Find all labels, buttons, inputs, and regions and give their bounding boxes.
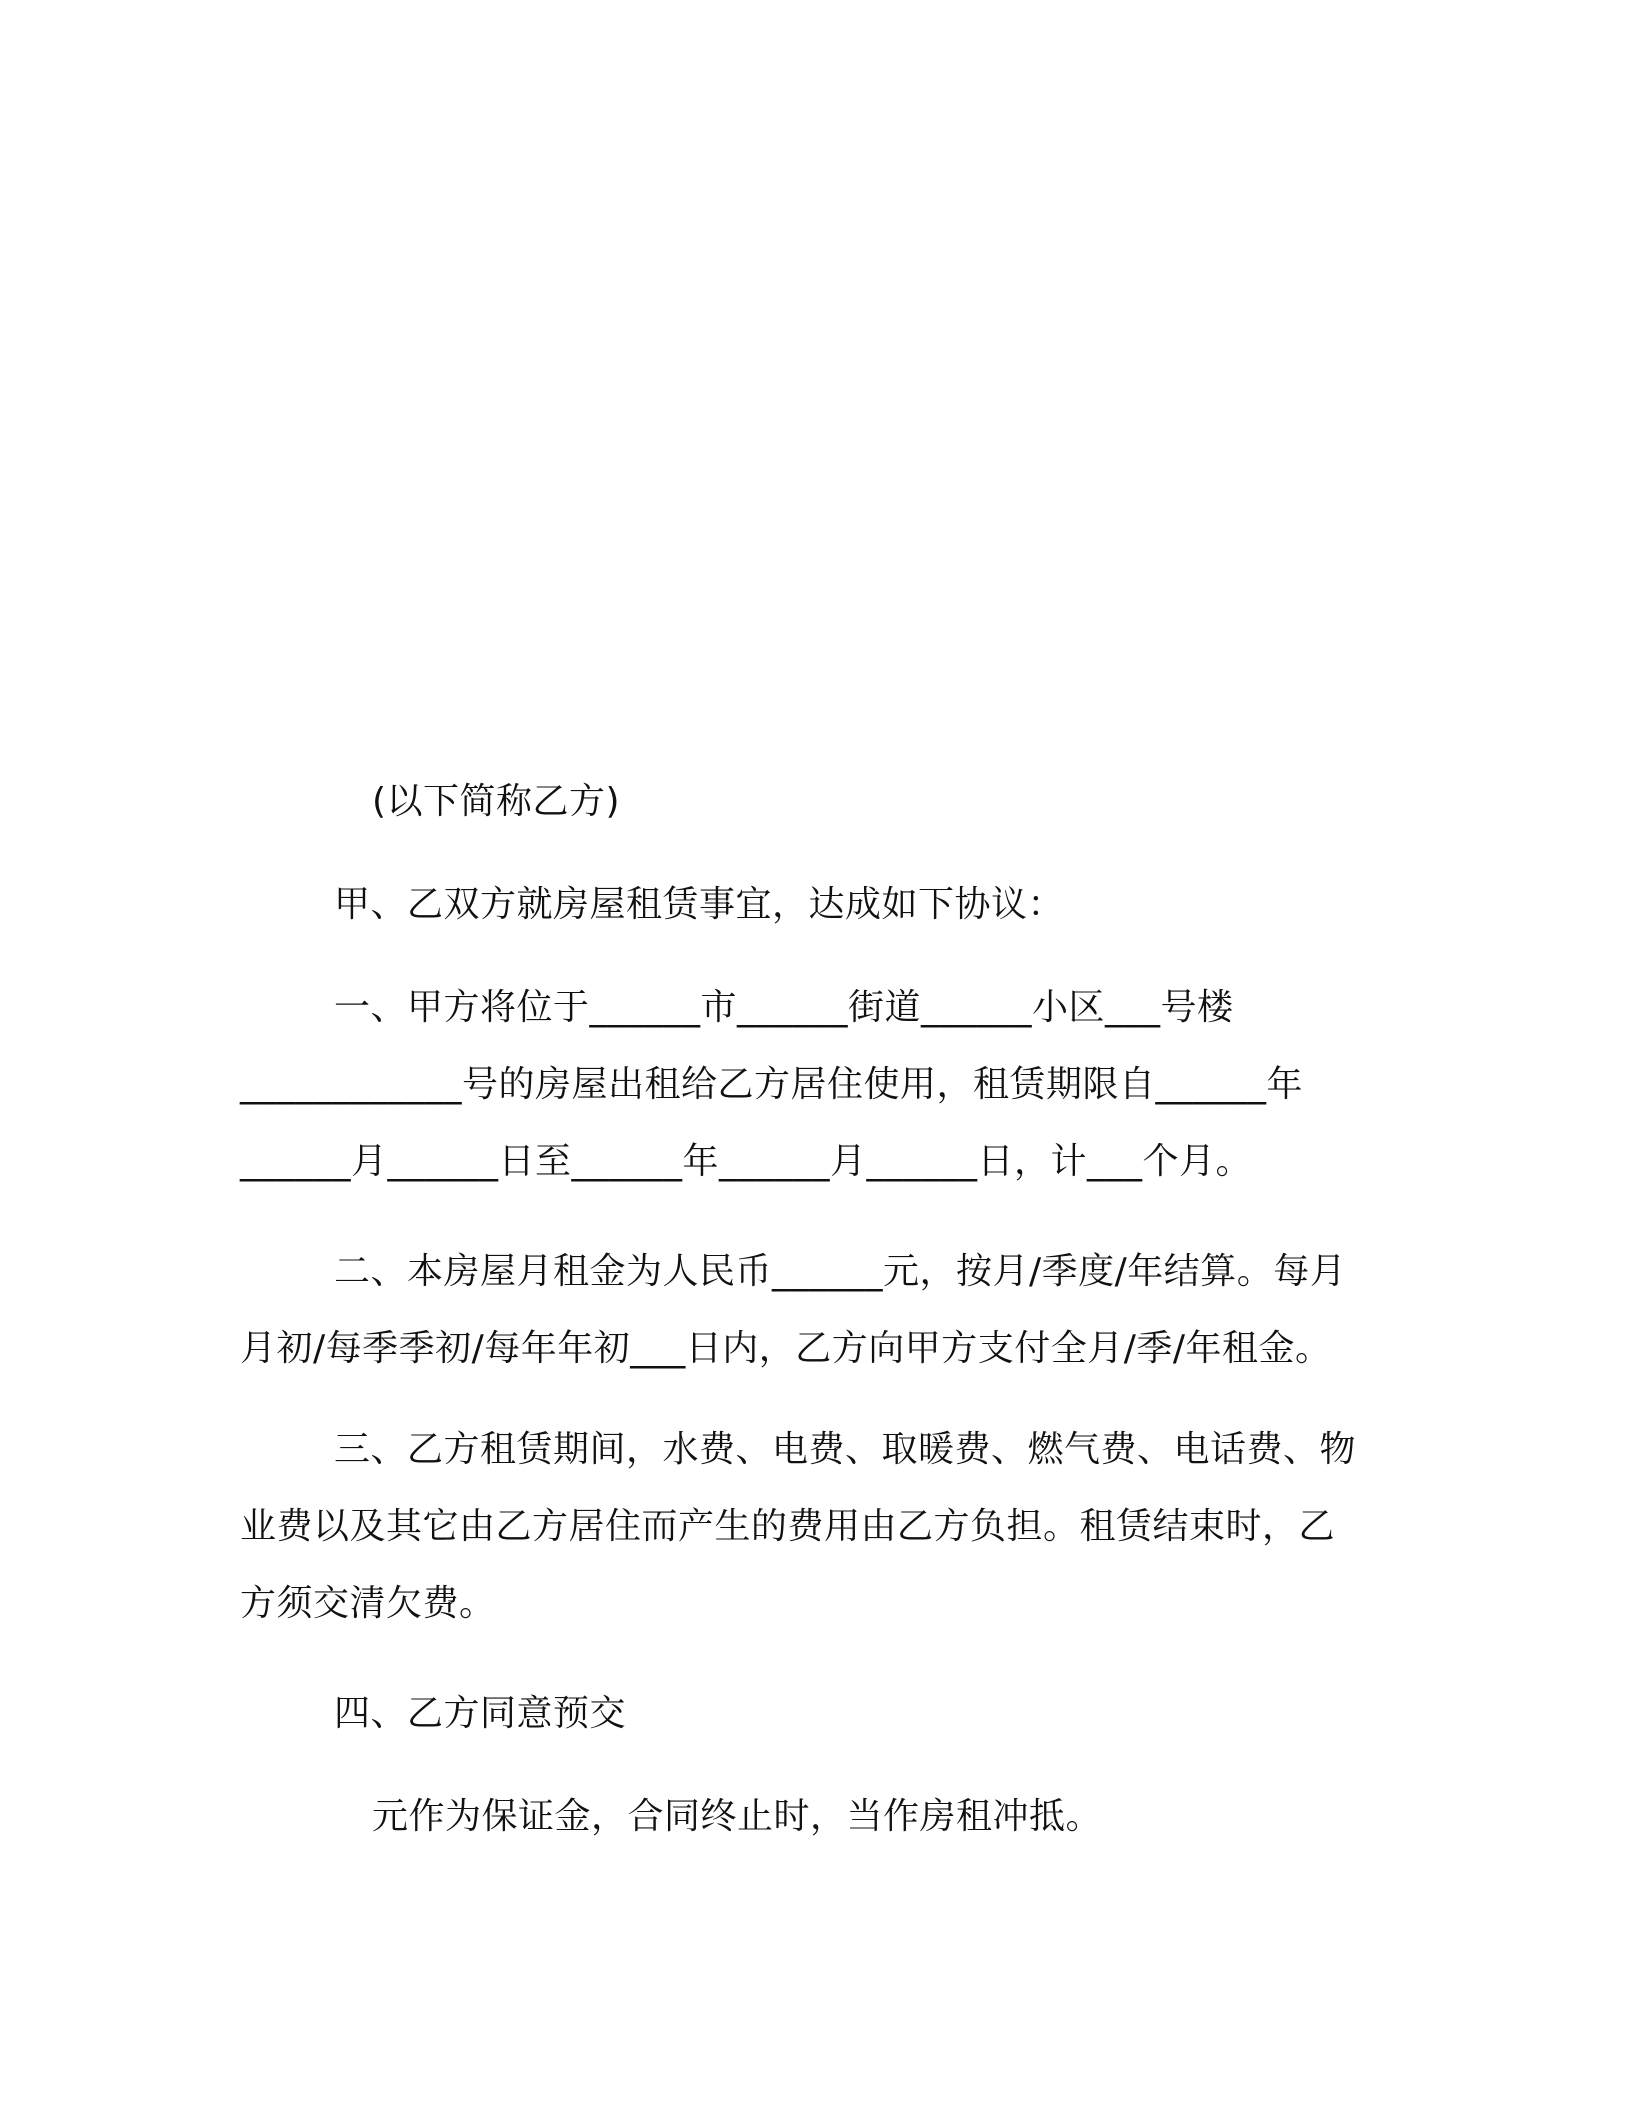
agreement-intro-line: 甲、乙双方就房屋租赁事宜，达成如下协议： <box>334 884 1065 925</box>
party-b-abbreviation-line: (以下简称乙方) <box>372 781 621 822</box>
clause-3-line-2: 业费以及其它由乙方居住而产生的费用由乙方负担。租赁结束时，乙 <box>240 1506 1336 1547</box>
clause-1-line-3: ______月______日至______年______月______日，计___个月。 <box>240 1141 1253 1182</box>
clause-3-line-1: 三、乙方租赁期间，水费、电费、取暖费、燃气费、电话费、物 <box>334 1429 1357 1470</box>
clause-1-line-1: 一、甲方将位于______市______街道______小区___号楼 <box>334 987 1234 1028</box>
clause-4-line-2: 元作为保证金，合同终止时，当作房租冲抵。 <box>372 1796 1103 1837</box>
clause-2-line-2: 月初/每季季初/每年年初___日内，乙方向甲方支付全月/季/年租金。 <box>240 1328 1332 1369</box>
clause-1-line-2: ____________号的房屋出租给乙方居住使用，租赁期限自______年 <box>240 1064 1304 1105</box>
clause-3-line-3: 方须交清欠费。 <box>240 1583 496 1624</box>
clause-2-line-1: 二、本房屋月租金为人民币______元，按月/季度/年结算。每月 <box>334 1251 1347 1292</box>
clause-4-line-1: 四、乙方同意预交 <box>334 1693 627 1734</box>
